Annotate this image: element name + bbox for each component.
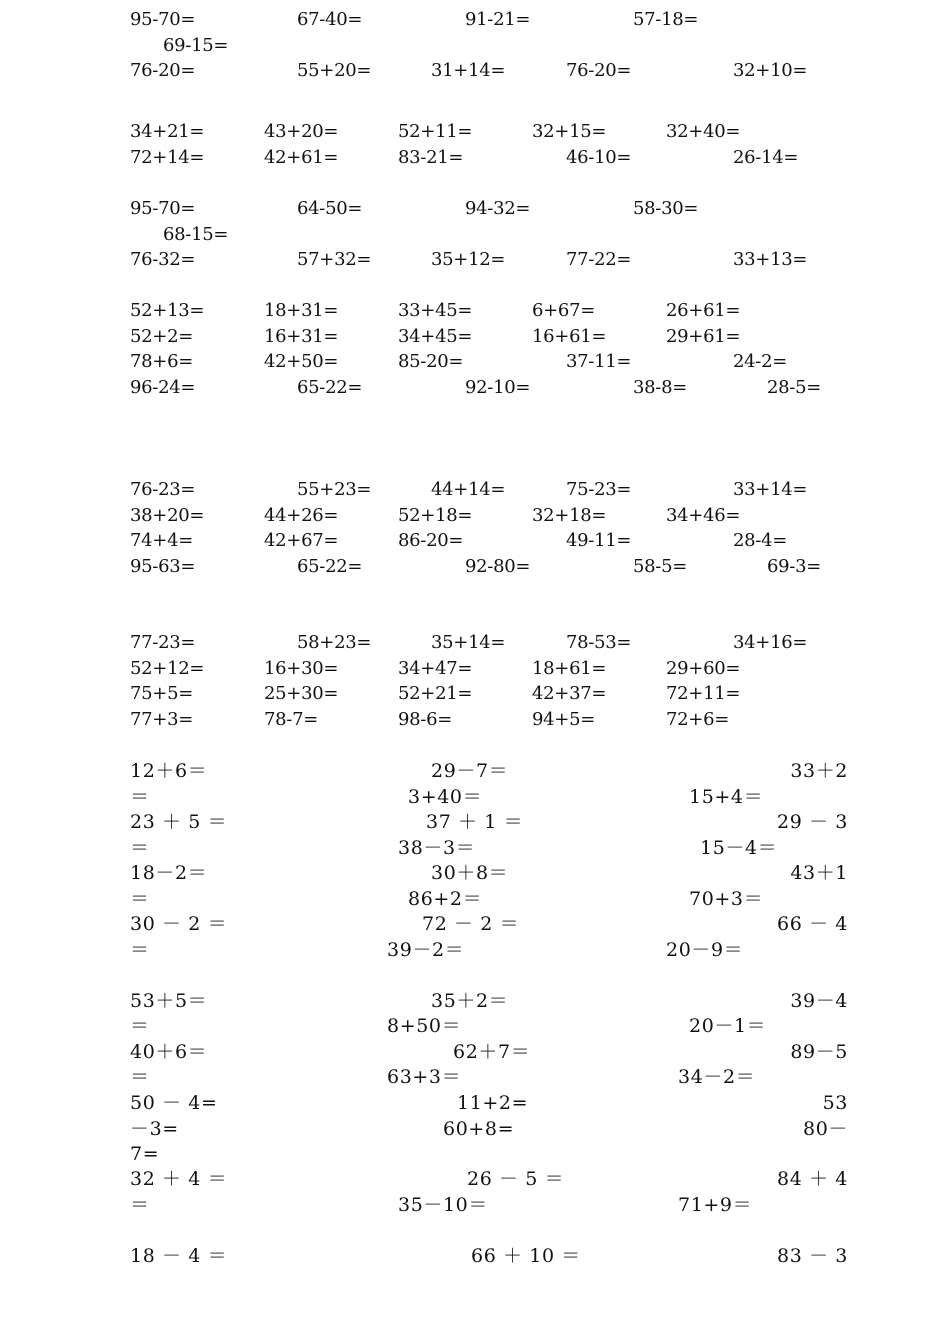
problem: 58-30= [633, 198, 699, 219]
problem: 95-63= [130, 556, 196, 577]
problem: 42+61= [264, 147, 339, 168]
problem: 38-8= [633, 377, 688, 398]
problem: ＝ [130, 837, 150, 859]
problem-line [0, 707, 950, 733]
problem: 74+4= [130, 530, 194, 551]
problem: 8+50＝ [387, 1015, 462, 1037]
problem: 46-10= [566, 147, 632, 168]
problem: 60+8= [443, 1118, 515, 1140]
problem: 30＋8＝ [431, 862, 509, 884]
problem: 57-18= [633, 9, 699, 30]
problem: 43＋1 [790, 862, 848, 884]
problem: 92-80= [465, 556, 531, 577]
problem: 32+18= [532, 505, 607, 526]
problem: 35+14= [431, 632, 506, 653]
problem-line [0, 937, 950, 963]
problem: 29 － 3 [777, 811, 848, 833]
problem: 75-23= [566, 479, 632, 500]
problem: 95-70= [130, 198, 196, 219]
problem: 39－2＝ [387, 939, 465, 961]
problem-line [0, 58, 950, 84]
problem: 18+61= [532, 658, 607, 679]
problem-line [0, 1013, 950, 1039]
problem-line [0, 375, 950, 401]
problem: 52+12= [130, 658, 205, 679]
problem-line [0, 835, 950, 861]
problem: 85-20= [398, 351, 464, 372]
problem: 66 ＋ 10 ＝ [471, 1245, 581, 1267]
problem-line [0, 1141, 950, 1167]
problem: 80－ [803, 1118, 848, 1140]
problem: 67-40= [297, 9, 363, 30]
problem: 78-7= [264, 709, 319, 730]
problem: 28-5= [767, 377, 822, 398]
problem: 96-24= [130, 377, 196, 398]
problem: 72 － 2 ＝ [422, 913, 520, 935]
problem: 75+5= [130, 683, 194, 704]
problem: 94-32= [465, 198, 531, 219]
problem: 76-20= [130, 60, 196, 81]
problem: 42+37= [532, 683, 607, 704]
problem: 32 ＋ 4 ＝ [130, 1168, 228, 1190]
problem: 29+60= [666, 658, 741, 679]
problem-line [0, 1166, 950, 1192]
problem: 69-15= [163, 35, 229, 56]
problem-line [0, 119, 950, 145]
problem: 26+61= [666, 300, 741, 321]
problem-line [0, 886, 950, 912]
problem: 34+47= [398, 658, 473, 679]
problem-line [0, 1192, 950, 1218]
problem: 52+21= [398, 683, 473, 704]
problem: 25+30= [264, 683, 339, 704]
problem: 83-21= [398, 147, 464, 168]
problem: ＝ [130, 1066, 150, 1088]
problem: 33+14= [733, 479, 808, 500]
problem: 95-70= [130, 9, 196, 30]
problem-line [0, 1116, 950, 1142]
problem: 15+4＝ [689, 786, 764, 808]
problem-line [0, 630, 950, 656]
problem: 32+15= [532, 121, 607, 142]
problem: 34+16= [733, 632, 808, 653]
problem-line [0, 196, 950, 222]
problem: 42+50= [264, 351, 339, 372]
problem-line [0, 784, 950, 810]
problem: 76-23= [130, 479, 196, 500]
problem: 23 ＋ 5 ＝ [130, 811, 228, 833]
problem: 78-53= [566, 632, 632, 653]
problem: 30 － 2 ＝ [130, 913, 228, 935]
problem: 38+20= [130, 505, 205, 526]
problem: 76-32= [130, 249, 196, 270]
problem: 53＋5＝ [130, 990, 208, 1012]
problem: ＝ [130, 1015, 150, 1037]
problem: 65-22= [297, 377, 363, 398]
problem: 55+23= [297, 479, 372, 500]
problem-line [0, 758, 950, 784]
problem: 92-10= [465, 377, 531, 398]
problem: 72+6= [666, 709, 730, 730]
problem: 55+20= [297, 60, 372, 81]
problem: 66 － 4 [777, 913, 848, 935]
problem: 77-22= [566, 249, 632, 270]
problem: 62＋7＝ [453, 1041, 531, 1063]
problem: 33+13= [733, 249, 808, 270]
problem: 15－4＝ [700, 837, 778, 859]
problem-line [0, 681, 950, 707]
problem: 16+61= [532, 326, 607, 347]
problem: 69-3= [767, 556, 822, 577]
problem: 18－2＝ [130, 862, 208, 884]
problem: 3+40＝ [408, 786, 483, 808]
problem-line [0, 1090, 950, 1116]
problem: 52+11= [398, 121, 473, 142]
problem: 77+3= [130, 709, 194, 730]
problem: 42+67= [264, 530, 339, 551]
problem-line [0, 988, 950, 1014]
problem: 37-11= [566, 351, 632, 372]
problem: 33＋2 [790, 760, 848, 782]
problem: 26 － 5 ＝ [467, 1168, 565, 1190]
problem: 94+5= [532, 709, 596, 730]
problem: 72+11= [666, 683, 741, 704]
problem: 16+30= [264, 658, 339, 679]
problem-line [0, 247, 950, 273]
problem: 78+6= [130, 351, 194, 372]
problem: 33+45= [398, 300, 473, 321]
problem-line [0, 298, 950, 324]
problem-line [0, 656, 950, 682]
problem: 34+21= [130, 121, 205, 142]
problem: 72+14= [130, 147, 205, 168]
problem: 64-50= [297, 198, 363, 219]
problem: 35＋2＝ [431, 990, 509, 1012]
problem: 11+2= [457, 1092, 529, 1114]
problem: 71+9＝ [678, 1194, 753, 1216]
problem-line [0, 477, 950, 503]
problem: 31+14= [431, 60, 506, 81]
problem-line [0, 33, 950, 59]
problem: 52+13= [130, 300, 205, 321]
problem: 44+14= [431, 479, 506, 500]
problem: 58+23= [297, 632, 372, 653]
problem: 77-23= [130, 632, 196, 653]
problem: 32+40= [666, 121, 741, 142]
problem: 18 － 4 ＝ [130, 1245, 228, 1267]
problem-line [0, 222, 950, 248]
problem: 83 － 3 [777, 1245, 848, 1267]
problem-line [0, 528, 950, 554]
problem: 53 [822, 1092, 848, 1114]
problem: 34+46= [666, 505, 741, 526]
problem: 26-14= [733, 147, 799, 168]
problem: 37 ＋ 1 ＝ [426, 811, 524, 833]
problem: 7= [130, 1143, 160, 1165]
problem: 12＋6＝ [130, 760, 208, 782]
problem: 16+31= [264, 326, 339, 347]
problem: 35－10＝ [398, 1194, 488, 1216]
problem: ＝ [130, 939, 150, 961]
problem: 20－1＝ [689, 1015, 767, 1037]
problem-line [0, 1064, 950, 1090]
problem: 98-6= [398, 709, 453, 730]
problem-line [0, 1243, 950, 1269]
problem-line [0, 145, 950, 171]
problem-line [0, 809, 950, 835]
problem: 44+26= [264, 505, 339, 526]
problem: ＝ [130, 1194, 150, 1216]
problem: 34+45= [398, 326, 473, 347]
problem-line [0, 911, 950, 937]
problem: 28-4= [733, 530, 788, 551]
problem: 29－7＝ [431, 760, 509, 782]
problem: 91-21= [465, 9, 531, 30]
problem: 20－9＝ [666, 939, 744, 961]
problem: 40＋6＝ [130, 1041, 208, 1063]
problem: 18+31= [264, 300, 339, 321]
problem: 52+18= [398, 505, 473, 526]
problem-line [0, 554, 950, 580]
problem: 43+20= [264, 121, 339, 142]
problem-line [0, 860, 950, 886]
problem: 63+3＝ [387, 1066, 462, 1088]
problem: 58-5= [633, 556, 688, 577]
problem-line [0, 349, 950, 375]
problem: 6+67= [532, 300, 596, 321]
problem-line [0, 1039, 950, 1065]
problem: 76-20= [566, 60, 632, 81]
problem: 68-15= [163, 224, 229, 245]
problem-line [0, 7, 950, 33]
problem: 24-2= [733, 351, 788, 372]
problem: 50 － 4= [130, 1092, 218, 1114]
problem: ＝ [130, 888, 150, 910]
problem: 52+2= [130, 326, 194, 347]
problem: 57+32= [297, 249, 372, 270]
problem: 34－2＝ [678, 1066, 756, 1088]
problem: 35+12= [431, 249, 506, 270]
problem-line [0, 503, 950, 529]
problem: ＝ [130, 786, 150, 808]
problem: 29+61= [666, 326, 741, 347]
problem: －3= [130, 1118, 179, 1140]
problem: 89－5 [790, 1041, 848, 1063]
problem: 32+10= [733, 60, 808, 81]
problem-line [0, 324, 950, 350]
problem: 38－3＝ [398, 837, 476, 859]
problem: 39－4 [790, 990, 848, 1012]
problem: 84 ＋ 4 [777, 1168, 848, 1190]
problem: 70+3＝ [689, 888, 764, 910]
problem: 65-22= [297, 556, 363, 577]
problem: 86+2＝ [408, 888, 483, 910]
problem: 49-11= [566, 530, 632, 551]
problem: 86-20= [398, 530, 464, 551]
